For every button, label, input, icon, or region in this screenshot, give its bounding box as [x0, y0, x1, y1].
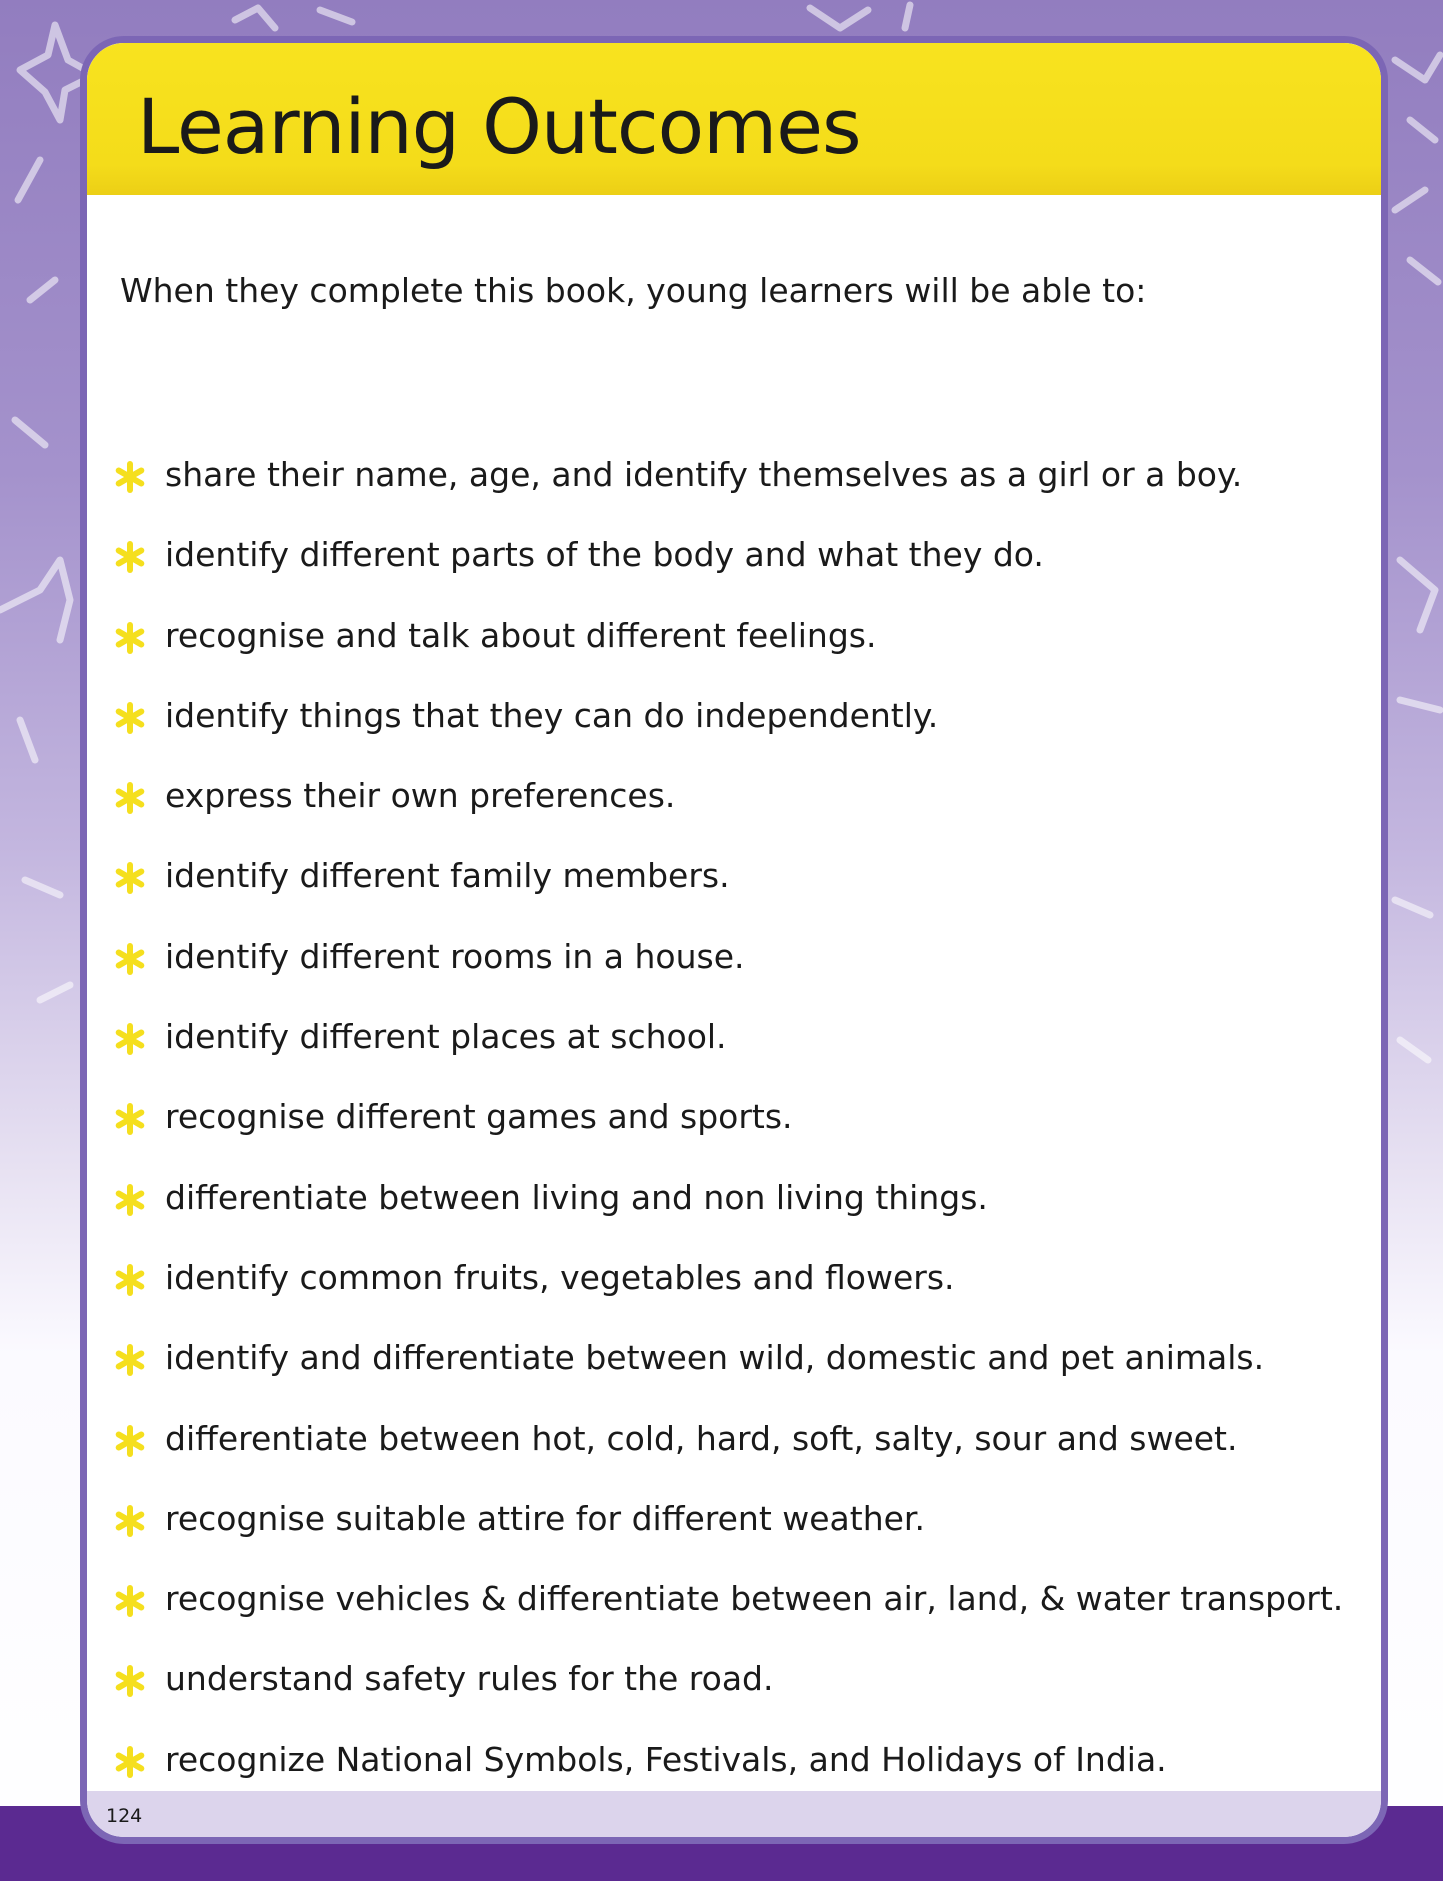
asterisk-bullet-icon: [113, 701, 147, 735]
outcome-text: identify common fruits, vegetables and flowers.: [165, 1257, 955, 1297]
page-title: Learning Outcomes: [137, 82, 861, 171]
outcome-text: identify different rooms in a house.: [165, 936, 745, 976]
list-item: [113, 1095, 1343, 1175]
list-item: [113, 1015, 1343, 1095]
outcome-text: express their own preferences.: [165, 776, 676, 816]
asterisk-bullet-icon: [113, 540, 147, 574]
outcome-text: recognize National Symbols, Festivals, and Holidays of India.: [165, 1739, 1167, 1779]
title-banner: [87, 43, 1381, 195]
asterisk-bullet-icon: [113, 861, 147, 895]
list-item: [113, 1577, 1343, 1657]
page-number: 124: [106, 1805, 143, 1827]
list-item: [113, 774, 1343, 854]
list-item: [113, 854, 1343, 934]
outcome-text: recognise suitable attire for different weather.: [165, 1498, 925, 1538]
outcomes-list: [113, 453, 1343, 1818]
list-item: [113, 1417, 1343, 1497]
asterisk-bullet-icon: [113, 781, 147, 815]
outcome-text: recognise different games and sports.: [165, 1097, 793, 1137]
list-item: [113, 1497, 1343, 1577]
list-item: [113, 1657, 1343, 1737]
learning-outcomes-card: [80, 36, 1388, 1844]
intro-text: When they complete this book, young learners will be able to:: [120, 271, 1147, 310]
asterisk-bullet-icon: [113, 1343, 147, 1377]
asterisk-bullet-icon: [113, 1263, 147, 1297]
list-item: [113, 614, 1343, 694]
outcome-text: differentiate between hot, cold, hard, soft, salty, sour and sweet.: [165, 1418, 1238, 1458]
asterisk-bullet-icon: [113, 1664, 147, 1698]
asterisk-bullet-icon: [113, 1584, 147, 1618]
outcome-text: recognise and talk about different feelings.: [165, 615, 877, 655]
asterisk-bullet-icon: [113, 1183, 147, 1217]
asterisk-bullet-icon: [113, 1424, 147, 1458]
list-item: [113, 1336, 1343, 1416]
list-item: [113, 453, 1343, 533]
asterisk-bullet-icon: [113, 621, 147, 655]
outcome-text: understand safety rules for the road.: [165, 1659, 774, 1699]
outcome-text: identify different family members.: [165, 856, 730, 896]
list-item: [113, 935, 1343, 1015]
asterisk-bullet-icon: [113, 1022, 147, 1056]
list-item: [113, 694, 1343, 774]
list-item: [113, 533, 1343, 613]
outcome-text: identify and differentiate between wild, domestic and pet animals.: [165, 1338, 1265, 1378]
list-item: [113, 1176, 1343, 1256]
asterisk-bullet-icon: [113, 942, 147, 976]
outcome-text: differentiate between living and non living things.: [165, 1177, 988, 1217]
asterisk-bullet-icon: [113, 1102, 147, 1136]
asterisk-bullet-icon: [113, 1745, 147, 1779]
outcome-text: share their name, age, and identify themselves as a girl or a boy.: [165, 455, 1243, 494]
outcome-text: identify different places at school.: [165, 1017, 727, 1057]
outcome-text: recognise vehicles & differentiate between air, land, & water transport.: [165, 1579, 1344, 1619]
outcome-text: identify things that they can do independently.: [165, 695, 939, 735]
list-item: [113, 1256, 1343, 1336]
outcome-text: identify different parts of the body and what they do.: [165, 535, 1044, 575]
footer-band: [87, 1791, 1381, 1837]
asterisk-bullet-icon: [113, 1504, 147, 1538]
asterisk-bullet-icon: [113, 460, 147, 494]
